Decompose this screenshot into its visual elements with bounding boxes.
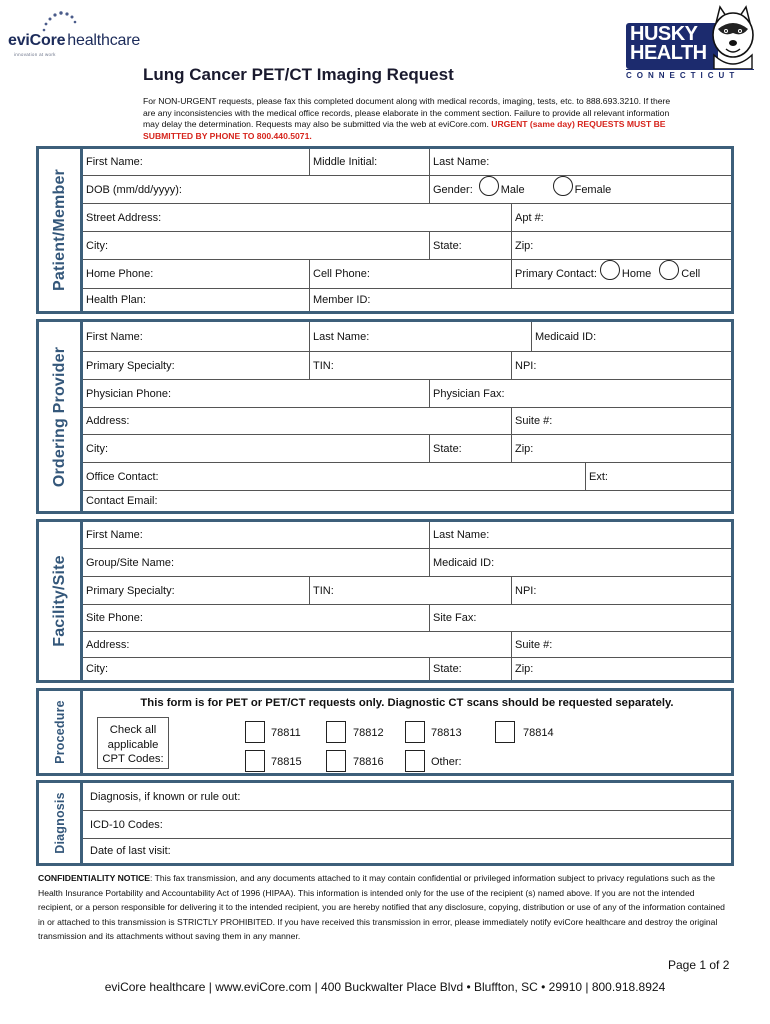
patient-first-name-field[interactable]: First Name: — [86, 156, 143, 168]
procedure-heading: Procedure — [52, 700, 67, 764]
provider-tin-field[interactable]: TIN: — [309, 352, 511, 379]
cpt-78815-checkbox[interactable] — [245, 750, 265, 772]
facility-address-field[interactable]: Address: — [86, 638, 130, 651]
facility-zip-field[interactable]: Zip: — [511, 658, 731, 680]
provider-office-contact-field[interactable]: Office Contact: — [86, 470, 159, 483]
facility-suite-field[interactable]: Suite #: — [511, 632, 731, 657]
page-title: Lung Cancer PET/CT Imaging Request — [143, 65, 454, 84]
provider-zip-field[interactable]: Zip: — [511, 435, 731, 462]
husky-health-wordmark: HUSKY HEALTH — [630, 23, 707, 64]
provider-physician-fax-field[interactable]: Physician Fax: — [429, 380, 731, 407]
patient-member-section — [36, 146, 734, 314]
diagnosis-section — [36, 780, 734, 866]
cpt-78812-label: 78812 — [353, 727, 384, 739]
footer-contact: eviCore healthcare | www.eviCore.com | 400 Buckwalter Place Blvd • Bluffton, SC • 29910 | 800.918.8924 — [104, 980, 666, 994]
procedure-section — [36, 688, 734, 776]
intro-text: For NON-URGENT requests, please fax this completed document along with medical records, imaging, tests, etc. to 888.693.3210. If there are any inconsistencies with the medical office records, please elaborate in the comment section. Failure to provide all relevant information may delay the determination. Requests may also be submitted via the web at eviCore.com. URGENT (same day) REQUESTS MUST BE SUBMITTED BY PHONE TO 800.440.5071. — [143, 96, 671, 141]
facility-last-name-field[interactable]: Last Name: — [429, 522, 731, 548]
provider-npi-field[interactable]: NPI: — [511, 352, 731, 379]
cpt-78811-checkbox[interactable] — [245, 721, 265, 743]
diagnosis-heading: Diagnosis — [52, 792, 67, 854]
cpt-78816-checkbox[interactable] — [326, 750, 346, 772]
facility-site-fax-field[interactable]: Site Fax: — [429, 605, 731, 631]
facility-npi-field[interactable]: NPI: — [511, 577, 731, 604]
cpt-78815-label: 78815 — [271, 756, 302, 768]
procedure-note: This form is for PET or PET/CT requests only. Diagnostic CT scans should be requested separately. — [140, 697, 674, 709]
patient-home-phone-field[interactable]: Home Phone: — [86, 268, 154, 280]
facility-tin-field[interactable]: TIN: — [309, 577, 511, 604]
patient-last-name-field[interactable]: Last Name: — [429, 149, 731, 175]
patient-member-id-field[interactable]: Member ID: — [309, 289, 731, 311]
provider-state-field[interactable]: State: — [429, 435, 511, 462]
provider-physician-phone-field[interactable]: Physician Phone: — [86, 387, 171, 400]
provider-city-field[interactable]: City: — [86, 442, 108, 455]
facility-site-section — [36, 519, 734, 683]
cpt-78813-checkbox[interactable] — [405, 721, 425, 743]
facility-medicaid-id-field[interactable]: Medicaid ID: — [429, 549, 731, 576]
patient-cell-phone-field[interactable]: Cell Phone: — [309, 260, 511, 288]
gender-female-radio[interactable] — [553, 176, 573, 196]
evicore-dots-icon — [38, 10, 78, 34]
patient-gender-field: Gender: Male Female — [429, 176, 731, 203]
facility-city-field[interactable]: City: — [86, 663, 108, 675]
provider-contact-email-field[interactable]: Contact Email: — [86, 495, 158, 507]
urgent-notice: URGENT (same day) REQUESTS MUST BE SUBMITTED BY PHONE TO 800.440.5071. — [143, 119, 666, 141]
facility-group-name-field[interactable]: Group/Site Name: — [86, 556, 175, 569]
cpt-78812-checkbox[interactable] — [326, 721, 346, 743]
ordering-provider-heading: Ordering Provider — [50, 346, 68, 487]
gender-male-radio[interactable] — [479, 176, 499, 196]
husky-health-logo — [624, 3, 764, 83]
cpt-78813-label: 78813 — [431, 727, 462, 739]
facility-site-heading: Facility/Site — [50, 555, 68, 647]
provider-last-name-field[interactable]: Last Name: — [309, 322, 531, 351]
cpt-other-checkbox[interactable] — [405, 750, 425, 772]
patient-street-address-field[interactable]: Street Address: — [86, 211, 162, 224]
confidentiality-notice: CONFIDENTIALITY NOTICE: This fax transmission, and any documents attached to it may contain confidential or privileged information subject to privacy regulations such as the Health Insurance Portability and Accountability Act of 1996 (HIPAA). This information is intended only for the use of the recipient (s) named above. If you are not the intended recipient, or a person responsible for delivering it to the intended recipient, you are hereby notified that any disclosure, copying, distribution or use of any of the information contained in or attached to this transmission is STRICTLY PROHIBITED. If you have received this transmission in error, please immediately notify eviCore healthcare and destroy the original transmission and its attachments without saving them in any manner. — [38, 873, 725, 942]
facility-primary-specialty-field[interactable]: Primary Specialty: — [86, 584, 175, 597]
cpt-codes-label: Check all applicable CPT Codes: — [97, 717, 169, 769]
cpt-other-label: Other: — [431, 756, 462, 768]
patient-apt-field[interactable]: Apt #: — [511, 204, 731, 231]
patient-city-field[interactable]: City: — [86, 239, 108, 252]
patient-zip-field[interactable]: Zip: — [511, 232, 731, 259]
provider-address-field[interactable]: Address: — [86, 415, 130, 427]
provider-medicaid-id-field[interactable]: Medicaid ID: — [531, 322, 731, 351]
cpt-78814-checkbox[interactable] — [495, 721, 515, 743]
provider-primary-specialty-field[interactable]: Primary Specialty: — [86, 359, 175, 372]
contact-home-radio[interactable] — [600, 260, 620, 280]
ordering-provider-section — [36, 319, 734, 514]
patient-member-heading: Patient/Member — [50, 169, 68, 291]
patient-health-plan-field[interactable]: Health Plan: — [86, 294, 146, 306]
provider-suite-field[interactable]: Suite #: — [511, 408, 731, 434]
husky-connecticut-label: CONNECTICUT — [626, 69, 754, 80]
facility-state-field[interactable]: State: — [429, 658, 511, 680]
date-last-visit-field[interactable]: Date of last visit: — [90, 845, 171, 857]
page-number: Page 1 of 2 — [668, 958, 730, 972]
facility-first-name-field[interactable]: First Name: — [86, 529, 143, 541]
icd10-codes-field[interactable]: ICD-10 Codes: — [90, 818, 163, 831]
cpt-78816-label: 78816 — [353, 756, 384, 768]
evicore-logo — [8, 10, 158, 62]
patient-dob-field[interactable]: DOB (mm/dd/yyyy): — [86, 183, 182, 196]
patient-state-field[interactable]: State: — [429, 232, 511, 259]
cpt-78811-label: 78811 — [271, 727, 301, 739]
provider-first-name-field[interactable]: First Name: — [86, 330, 143, 343]
evicore-tagline: innovation at work — [14, 52, 56, 57]
cpt-78814-label: 78814 — [523, 727, 554, 739]
diagnosis-field[interactable]: Diagnosis, if known or rule out: — [90, 790, 241, 803]
patient-primary-contact-field: Primary Contact: Home Cell — [511, 260, 731, 288]
husky-dog-icon — [704, 3, 762, 73]
patient-middle-initial-field[interactable]: Middle Initial: — [309, 149, 429, 175]
evicore-wordmark: eviCore healthcare — [8, 32, 141, 49]
facility-site-phone-field[interactable]: Site Phone: — [86, 612, 143, 624]
contact-cell-radio[interactable] — [659, 260, 679, 280]
provider-ext-field[interactable]: Ext: — [585, 463, 731, 490]
